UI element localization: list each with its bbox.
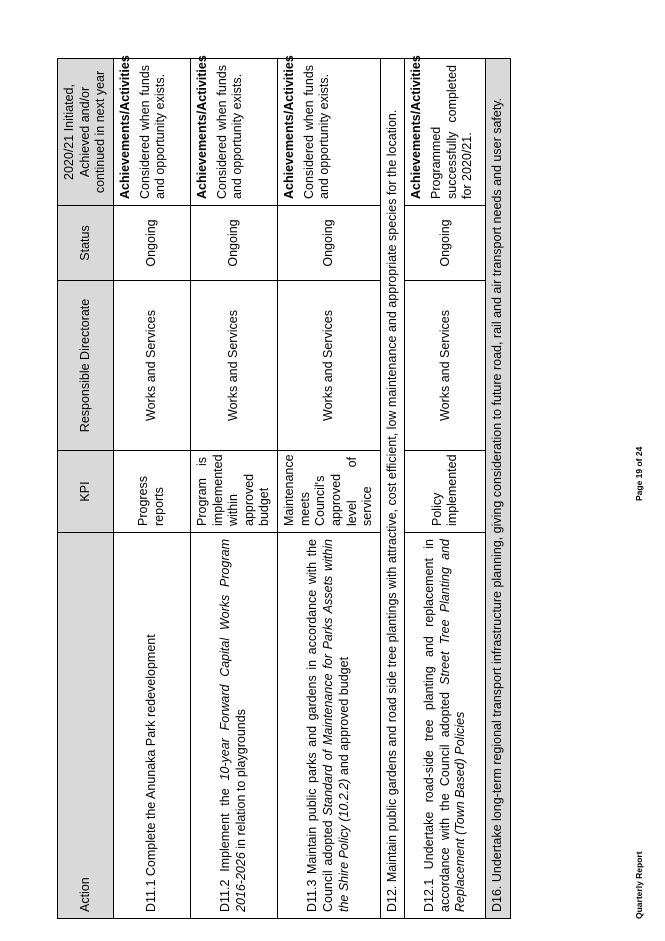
kpi-cell xyxy=(278,451,381,533)
action-text-italic: Street Tree Planting and Replacement (Town Based) Policies xyxy=(437,539,468,912)
table-row xyxy=(113,59,190,919)
achievements-cell xyxy=(278,55,381,206)
action-text: D11.1 Complete the Anunaka Park redevelopment xyxy=(144,634,159,912)
header-kpi: KPI xyxy=(58,451,114,533)
kpi-cell xyxy=(405,451,486,533)
table-row xyxy=(278,59,381,919)
achievements-title: Achievements/Activities xyxy=(117,55,132,199)
action-plan-table xyxy=(57,55,511,919)
action-cell xyxy=(278,533,381,919)
status-cell: Ongoing xyxy=(278,206,381,281)
kpi-cell xyxy=(190,451,277,533)
table-row xyxy=(190,59,277,919)
kpi-text: Maintenance meets Council's approved level of service xyxy=(282,454,375,526)
kpi-cell xyxy=(113,451,190,533)
action-cell xyxy=(405,533,486,919)
achievements-cell xyxy=(405,55,486,206)
goal-row xyxy=(380,59,405,919)
action-cell xyxy=(113,533,190,919)
achievements-title: Achievements/Activities xyxy=(282,55,296,199)
directorate-cell: Works and Services xyxy=(405,281,486,451)
goal-row xyxy=(486,59,511,919)
header-row xyxy=(58,59,114,919)
action-text xyxy=(305,539,352,912)
action-text-post: and approved budget xyxy=(336,656,351,779)
directorate-cell: Works and Services xyxy=(278,281,381,451)
directorate-cell: Works and Services xyxy=(190,281,277,451)
achievements-text: Considered when funds and opportunity exists. xyxy=(137,65,168,199)
action-text xyxy=(422,539,469,912)
action-text-pre: D11.3 Maintain public parks and gardens in accordance with the Council adopted xyxy=(305,539,336,912)
achievements-cell xyxy=(190,55,277,206)
header-directorate: Responsible Directorate xyxy=(58,281,114,451)
achievements-text: Considered when funds and opportunity exists. xyxy=(301,65,332,199)
status-cell: Ongoing xyxy=(190,206,277,281)
action-text-post: in relation to playgrounds xyxy=(233,709,248,853)
kpi-text: Policy implemented xyxy=(429,454,460,526)
action-text-pre: D11.2 Implement the xyxy=(218,780,233,912)
achievements-text: Programmed successfully completed for 2020/21. xyxy=(429,65,475,199)
action-text-italic: 10-year Forward Capital Works Program 2016-2026 xyxy=(218,539,248,912)
achievements-text: Considered when funds and opportunity exists. xyxy=(214,65,245,199)
achievements-title: Achievements/Activities xyxy=(409,55,424,199)
achievements-cell xyxy=(113,55,190,206)
footer-report-title: Quarterly Report xyxy=(634,851,644,919)
header-achievements: 2020/21 Initiated, Achieved and/or continued in next year xyxy=(58,59,114,206)
kpi-text: Progress reports xyxy=(136,475,166,526)
action-text-pre: D12.1 Undertake road-side tree planting and replacement in accordance with the Council adopted xyxy=(421,539,452,912)
kpi-text: Program is implemented within approved budget xyxy=(194,454,272,526)
action-text xyxy=(218,539,249,912)
goal-d16-text: D16. Undertake long-term regional transport infrastructure planning, giving consideration to future road, rail and air transport needs and user safety. xyxy=(486,59,511,919)
table-row xyxy=(405,59,486,919)
header-action: Action xyxy=(58,533,114,919)
status-cell: Ongoing xyxy=(405,206,486,281)
directorate-cell: Works and Services xyxy=(113,281,190,451)
action-text-italic: Standard of Maintenance for Parks Assets within the Shire Policy (10.2.2) xyxy=(321,539,351,912)
header-status: Status xyxy=(58,206,114,281)
status-cell: Ongoing xyxy=(113,206,190,281)
goal-d12-text: D12. Maintain public gardens and road side tree plantings with attractive, cost efficient, low maintenance and appropriate species for the location. xyxy=(380,59,405,919)
achievements-title: Achievements/Activities xyxy=(194,55,209,199)
page-number: Page 19 of 24 xyxy=(634,446,644,501)
action-cell xyxy=(190,533,277,919)
